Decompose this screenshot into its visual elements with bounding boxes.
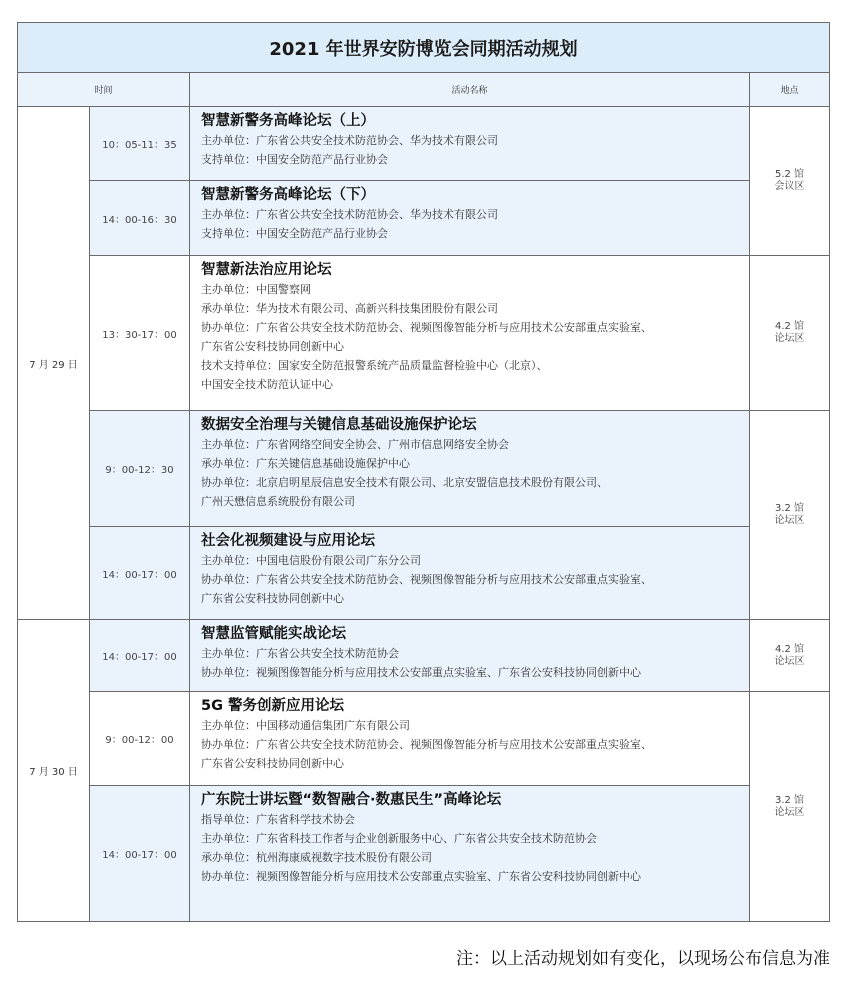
- activity-detail: 协办单位：广东省公共安全技术防范协会、视频图像智能分析与应用技术公安部重点实验室、: [201, 573, 652, 586]
- time-cell: 14：00-16：30: [90, 181, 190, 256]
- activity-detail: 主办单位：中国移动通信集团广东有限公司: [201, 719, 410, 732]
- venue-cell: [750, 620, 830, 692]
- schedule-body: [18, 107, 830, 922]
- activity-detail: 广东省公安科技协同创新中心: [201, 340, 344, 353]
- activity-detail: 技术支持单位：国家安全防范报警系统产品质量监督检验中心（北京）、: [201, 359, 548, 372]
- activity-cell: [190, 181, 750, 256]
- time-cell: 14：00-17：00: [90, 527, 190, 620]
- venue-line: 3.2 馆: [774, 794, 805, 806]
- footnote: 注：以上活动规划如有变化，以现场公布信息为准: [456, 949, 830, 969]
- venue-cell: [750, 256, 830, 411]
- activity-detail: 承办单位：广东关键信息基础设施保护中心: [201, 457, 410, 470]
- venue-cell: [750, 692, 830, 922]
- activity-detail: 协办单位：视频图像智能分析与应用技术公安部重点实验室、广东省公安科技协同创新中心: [201, 666, 641, 679]
- activity-cell: [190, 107, 750, 181]
- activity-detail: 主办单位：广东省科技工作者与企业创新服务中心、广东省公共安全技术防范协会: [201, 832, 597, 845]
- activity-detail: 主办单位：中国电信股份有限公司广东分公司: [201, 554, 421, 567]
- activity-detail: 主办单位：广东省公共安全技术防范协会、华为技术有限公司: [201, 134, 498, 147]
- table-row: [18, 181, 830, 256]
- header-activity: 活动名称: [190, 73, 750, 107]
- activity-detail: 主办单位：中国警察网: [201, 283, 311, 296]
- venue-line: 5.2 馆: [774, 169, 805, 180]
- time-cell: 13：30-17：00: [90, 256, 190, 411]
- table-title: 2021 年世界安防博览会同期活动规划: [18, 23, 830, 73]
- venue-line: 论坛区: [774, 333, 805, 344]
- activity-detail: 中国安全技术防范认证中心: [201, 378, 333, 391]
- activity-detail: 主办单位：广东省公共安全技术防范协会、华为技术有限公司: [201, 208, 498, 221]
- venue-line: 论坛区: [774, 515, 805, 526]
- activity-name: 广东院士讲坛暨“数智融合·数惠民生”高峰论坛: [201, 792, 502, 808]
- activity-cell: [190, 692, 750, 786]
- table-row: [18, 527, 830, 620]
- activity-detail: 协办单位：北京启明星辰信息安全技术有限公司、北京安盟信息技术股份有限公司、: [201, 476, 608, 489]
- activity-detail: 支持单位：中国安全防范产品行业协会: [201, 153, 388, 166]
- header-time: 时间: [18, 73, 190, 107]
- activity-detail: 指导单位：广东省科学技术协会: [201, 813, 355, 826]
- activity-cell: [190, 527, 750, 620]
- time-cell: 14：00-17：00: [90, 620, 190, 692]
- activity-cell: [190, 786, 750, 922]
- activity-detail: 主办单位：广东省公共安全技术防范协会: [201, 647, 399, 660]
- table-row: [18, 786, 830, 922]
- activity-name: 智慧新警务高峰论坛（下）: [201, 187, 375, 203]
- table-row: [18, 107, 830, 181]
- activity-cell: [190, 411, 750, 527]
- table-row: [18, 692, 830, 786]
- activity-name: 5G 警务创新应用论坛: [201, 698, 345, 714]
- venue-line: 4.2 馆: [774, 643, 805, 655]
- activity-detail: 承办单位：华为技术有限公司、高新兴科技集团股份有限公司: [201, 302, 498, 315]
- activity-name: 智慧新警务高峰论坛（上）: [201, 113, 375, 129]
- venue-line: 3.2 馆: [774, 503, 805, 514]
- table-row: [18, 620, 830, 692]
- time-cell: 9：00-12：30: [90, 411, 190, 527]
- activity-detail: 承办单位：杭州海康威视数字技术股份有限公司: [201, 851, 432, 864]
- venue-line: 论坛区: [774, 806, 805, 818]
- activity-name: 社会化视频建设与应用论坛: [201, 533, 375, 549]
- activity-name: 数据安全治理与关键信息基础设施保护论坛: [201, 417, 477, 433]
- time-cell: 14：00-17：00: [90, 786, 190, 922]
- time-cell: 10：05-11：35: [90, 107, 190, 181]
- venue-line: 会议区: [774, 181, 805, 192]
- activity-detail: 广州天懋信息系统股份有限公司: [201, 495, 355, 508]
- activity-detail: 广东省公安科技协同创新中心: [201, 592, 344, 605]
- activity-detail: 协办单位：视频图像智能分析与应用技术公安部重点实验室、广东省公安科技协同创新中心: [201, 870, 641, 883]
- activity-name: 智慧新法治应用论坛: [201, 262, 332, 278]
- activity-detail: 协办单位：广东省公共安全技术防范协会、视频图像智能分析与应用技术公安部重点实验室、: [201, 738, 652, 751]
- activity-detail: 主办单位：广东省网络空间安全协会、广州市信息网络安全协会: [201, 438, 509, 451]
- date-cell: 7 月 29 日: [18, 107, 90, 620]
- activity-detail: 广东省公安科技协同创新中心: [201, 757, 344, 770]
- time-cell: 9：00-12：00: [90, 692, 190, 786]
- activity-name: 智慧监管赋能实战论坛: [201, 626, 346, 642]
- table-row: [18, 256, 830, 411]
- activity-detail: 协办单位：广东省公共安全技术防范协会、视频图像智能分析与应用技术公安部重点实验室、: [201, 321, 652, 334]
- schedule-table: [17, 22, 830, 922]
- venue-cell: [750, 107, 830, 256]
- venue-cell: [750, 411, 830, 620]
- venue-line: 4.2 馆: [774, 321, 805, 332]
- date-cell: 7 月 30 日: [18, 620, 90, 922]
- venue-line: 论坛区: [774, 655, 805, 667]
- header-venue: 地点: [750, 73, 830, 107]
- table-row: [18, 411, 830, 527]
- activity-cell: [190, 620, 750, 692]
- activity-cell: [190, 256, 750, 411]
- activity-detail: 支持单位：中国安全防范产品行业协会: [201, 227, 388, 240]
